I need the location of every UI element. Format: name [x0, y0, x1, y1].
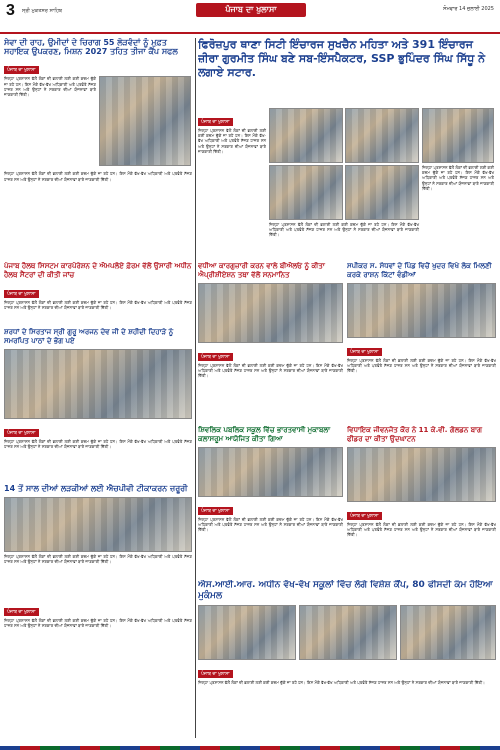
- column-divider: [195, 38, 196, 738]
- story-text: ਜ਼ਿਲ੍ਹਾ ਪ੍ਰਸ਼ਾਸਨ ਵੱਲੋਂ ਲੋਕਾਂ ਦੀ ਭਲਾਈ ਲਈ ਕਈ ਕਦਮ ਚੁੱਕੇ ਜਾ ਰਹੇ ਹਨ। ਇਸ ਮੌਕੇ ਵੱਖ-ਵੱਖ ਅਧਿਕਾਰੀ ਅਤੇ ਪਤਵੰਤੇ ਸੱਜਣ ਹਾਜ਼ਰ ਸਨ ਅਤੇ ਉਨ੍ਹਾਂ ਨੇ ਸਰਕਾਰ ਦੀਆਂ ਯੋਜਨਾਵਾਂ ਬਾਰੇ ਜਾਣਕਾਰੀ ਦਿੱਤੀ।: [4, 300, 192, 311]
- story-school: [198, 426, 343, 576]
- byline: ਪੰਜਾਬ ਦਾ ਖੁਲਾਸਾ: [4, 290, 39, 298]
- byline: ਪੰਜਾਬ ਦਾ ਖੁਲਾਸਾ: [198, 670, 233, 678]
- byline: ਪੰਜਾਬ ਦਾ ਖੁਲਾਸਾ: [347, 348, 382, 356]
- story-sir: [198, 580, 496, 740]
- byline: ਪੰਜਾਬ ਦਾ ਖੁਲਾਸਾ: [4, 66, 39, 74]
- lead-photo: [269, 165, 343, 220]
- story-misc: [4, 598, 192, 738]
- byline: ਪੰਜਾਬ ਦਾ ਖੁਲਾਸਾ: [347, 512, 382, 520]
- story-photo: [99, 76, 191, 166]
- newspaper-brand: ਪੰਜਾਬ ਦਾ ਖੁਲਾਸਾ: [196, 3, 306, 17]
- headline-health: ਪੰਜਾਬ ਹੈਲਥ ਸਿਸਟਮ ਕਾਰਪੋਰੇਸ਼ਨ ਦੇ ਐਮਪਲੋਏ ਫ਼ੋਰਮ ਵੱਲੋਂ ਉਸਾਰੀ ਅਧੀਨ ਹੈਲਥ ਸੈਂਟਰਾਂ ਦੀ ਕੀਤੀ ਜਾਂਚ: [4, 262, 192, 279]
- story-text: ਜ਼ਿਲ੍ਹਾ ਪ੍ਰਸ਼ਾਸਨ ਵੱਲੋਂ ਲੋਕਾਂ ਦੀ ਭਲਾਈ ਲਈ ਕਈ ਕਦਮ ਚੁੱਕੇ ਜਾ ਰਹੇ ਹਨ। ਇਸ ਮੌਕੇ ਵੱਖ-ਵੱਖ ਅਧਿਕਾਰੀ ਅਤੇ ਪਤਵੰਤੇ ਸੱਜਣ ਹਾਜ਼ਰ ਸਨ ਅਤੇ ਉਨ੍ਹਾਂ ਨੇ ਸਰਕਾਰ ਦੀਆਂ ਯੋਜਨਾਵਾਂ ਬਾਰੇ ਜਾਣਕਾਰੀ ਦਿੱਤੀ।: [4, 439, 192, 450]
- headline-sapikar: ਸਪੀਕਰ ਸ. ਸੰਧਵਾਂ ਦੇ ਪਿੰਡ ਵਿਚੋਂ ਖੁਦਰ ਵਿਖੇ ਲੋਕ ਮਿਲਣੀ ਕਰਕੇ ਰਾਸ਼ਨ ਕਿੱਟਾਂ ਵੰਡੀਆਂ: [347, 262, 492, 279]
- story-text: ਜ਼ਿਲ੍ਹਾ ਪ੍ਰਸ਼ਾਸਨ ਵੱਲੋਂ ਲੋਕਾਂ ਦੀ ਭਲਾਈ ਲਈ ਕਈ ਕਦਮ ਚੁੱਕੇ ਜਾ ਰਹੇ ਹਨ। ਇਸ ਮੌਕੇ ਵੱਖ-ਵੱਖ ਅਧਿਕਾਰੀ ਅਤੇ ਪਤਵੰਤੇ ਸੱਜਣ ਹਾਜ਼ਰ ਸਨ ਅਤੇ ਉਨ੍ਹਾਂ ਨੇ ਸਰਕਾਰ ਦੀਆਂ ਯੋਜਨਾਵਾਂ ਬਾਰੇ ਜਾਣਕਾਰੀ ਦਿੱਤੀ।: [4, 76, 96, 97]
- sir-photo: [400, 605, 496, 660]
- sir-photo: [198, 605, 296, 660]
- story-health: [4, 262, 192, 324]
- page-number: 3: [6, 2, 15, 19]
- lead-story-body: [198, 108, 496, 258]
- headline-school: ਸ਼ਿਵਲਿਕ ਪਬਲਿਕ ਸਕੂਲ ਵਿੱਚ ਭਾਰਤਵਾਸੀ ਮੁਕਾਬਲਾ ਕਲਾਸਰੂਮ ਆਯੋਜਿਤ ਕੀਤਾ ਗਿਆ: [198, 426, 331, 443]
- story-text: ਜ਼ਿਲ੍ਹਾ ਪ੍ਰਸ਼ਾਸਨ ਵੱਲੋਂ ਲੋਕਾਂ ਦੀ ਭਲਾਈ ਲਈ ਕਈ ਕਦਮ ਚੁੱਕੇ ਜਾ ਰਹੇ ਹਨ। ਇਸ ਮੌਕੇ ਵੱਖ-ਵੱਖ ਅਧਿਕਾਰੀ ਅਤੇ ਪਤਵੰਤੇ ਸੱਜਣ ਹਾਜ਼ਰ ਸਨ ਅਤੇ ਉਨ੍ਹਾਂ ਨੇ ਸਰਕਾਰ ਦੀਆਂ ਯੋਜਨਾਵਾਂ ਬਾਰੇ ਜਾਣਕਾਰੀ ਦਿੱਤੀ।: [347, 358, 496, 374]
- story-text: ਜ਼ਿਲ੍ਹਾ ਪ੍ਰਸ਼ਾਸਨ ਵੱਲੋਂ ਲੋਕਾਂ ਦੀ ਭਲਾਈ ਲਈ ਕਈ ਕਦਮ ਚੁੱਕੇ ਜਾ ਰਹੇ ਹਨ। ਇਸ ਮੌਕੇ ਵੱਖ-ਵੱਖ ਅਧਿਕਾਰੀ ਅਤੇ ਪਤਵੰਤੇ ਸੱਜਣ ਹਾਜ਼ਰ ਸਨ ਅਤੇ ਉਨ੍ਹਾਂ ਨੇ ਸਰਕਾਰ ਦੀਆਂ ਯੋਜਨਾਵਾਂ ਬਾਰੇ ਜਾਣਕਾਰੀ ਦਿੱਤੀ।: [269, 222, 419, 238]
- story-text: ਜ਼ਿਲ੍ਹਾ ਪ੍ਰਸ਼ਾਸਨ ਵੱਲੋਂ ਲੋਕਾਂ ਦੀ ਭਲਾਈ ਲਈ ਕਈ ਕਦਮ ਚੁੱਕੇ ਜਾ ਰਹੇ ਹਨ। ਇਸ ਮੌਕੇ ਵੱਖ-ਵੱਖ ਅਧਿਕਾਰੀ ਅਤੇ ਪਤਵੰਤੇ ਸੱਜਣ ਹਾਜ਼ਰ ਸਨ ਅਤੇ ਉਨ੍ਹਾਂ ਨੇ ਸਰਕਾਰ ਦੀਆਂ ਯੋਜਨਾਵਾਂ ਬਾਰੇ ਜਾਣਕਾਰੀ ਦਿੱਤੀ।: [198, 517, 343, 533]
- headline-mla: ਵਿਧਾਇਕ ਜੀਵਨਜੋਤ ਕੌਰ ਨੇ 11 ਕੇ.ਵੀ. ਗੋਲਡਨ ਬਾਗ ਫੀਡਰ ਦਾ ਕੀਤਾ ਉਦਘਾਟਨ: [347, 426, 483, 443]
- story-shrine: [4, 328, 192, 480]
- byline: ਪੰਜਾਬ ਦਾ ਖੁਲਾਸਾ: [198, 507, 233, 515]
- shrine-photo: [4, 349, 192, 419]
- lead-story-header: [198, 38, 496, 104]
- lead-photo: [422, 108, 494, 163]
- story-text: ਜ਼ਿਲ੍ਹਾ ਪ੍ਰਸ਼ਾਸਨ ਵੱਲੋਂ ਲੋਕਾਂ ਦੀ ਭਲਾਈ ਲਈ ਕਈ ਕਦਮ ਚੁੱਕੇ ਜਾ ਰਹੇ ਹਨ। ਇਸ ਮੌਕੇ ਵੱਖ-ਵੱਖ ਅਧਿਕਾਰੀ ਅਤੇ ਪਤਵੰਤੇ ਸੱਜਣ ਹਾਜ਼ਰ ਸਨ ਅਤੇ ਉਨ੍ਹਾਂ ਨੇ ਸਰਕਾਰ ਦੀਆਂ ਯੋਜਨਾਵਾਂ ਬਾਰੇ ਜਾਣਕਾਰੀ ਦਿੱਤੀ।: [422, 165, 494, 191]
- swimming-photo: [198, 283, 343, 343]
- story-text: ਜ਼ਿਲ੍ਹਾ ਪ੍ਰਸ਼ਾਸਨ ਵੱਲੋਂ ਲੋਕਾਂ ਦੀ ਭਲਾਈ ਲਈ ਕਈ ਕਦਮ ਚੁੱਕੇ ਜਾ ਰਹੇ ਹਨ। ਇਸ ਮੌਕੇ ਵੱਖ-ਵੱਖ ਅਧਿਕਾਰੀ ਅਤੇ ਪਤਵੰਤੇ ਸੱਜਣ ਹਾਜ਼ਰ ਸਨ ਅਤੇ ਉਨ੍ਹਾਂ ਨੇ ਸਰਕਾਰ ਦੀਆਂ ਯੋਜਨਾਵਾਂ ਬਾਰੇ ਜਾਣਕਾਰੀ ਦਿੱਤੀ।: [198, 680, 485, 685]
- byline: ਪੰਜਾਬ ਦਾ ਖੁਲਾਸਾ: [198, 353, 233, 361]
- story-girls: [4, 484, 192, 594]
- masthead: [0, 0, 500, 34]
- footer-color-bar: [0, 746, 500, 750]
- headline-girls: 14 ਤੋਂ ਸਾਲ ਦੀਆਂ ਲੜਕੀਆਂ ਲਈ ਐਚਪੀਵੀ ਟੀਕਾਕਰਨ ਜ਼ਰੂਰੀ: [4, 484, 188, 493]
- lead-photo: [345, 108, 419, 163]
- headline-swimming: ਵਧੀਆ ਕਾਰਗੁਜ਼ਾਰੀ ਕਰਨ ਵਾਲੇ ਬੀਐਲਓ ਨੂੰ ਕੀਤਾ ਐਪ੍ਰੀਸ਼ੀਏਸ਼ਨ ਤਥਾ ਵੱਲੋਂ ਸਨਮਾਨਿਤ: [198, 262, 325, 279]
- headline-sir: ਐਸ.ਆਈ.ਆਰ. ਅਧੀਨ ਵੱਖ-ਵੱਖ ਸਕੂਲਾਂ ਵਿੱਚ ਲੱਗੇ ਵਿਸ਼ੇਸ਼ ਕੈਂਪ, 80 ਫੀਸਦੀ ਕੰਮ ਹੋਇਆ ਮੁਕੰਮਲ: [198, 580, 493, 601]
- girls-photo: [4, 497, 192, 552]
- mla-photo: [347, 447, 496, 502]
- byline: ਪੰਜਾਬ ਦਾ ਖੁਲਾਸਾ: [4, 608, 39, 616]
- headline-shrine: ਸ਼ਰਧਾਂ ਦੇ ਸਿਰਤਾਜ ਸ੍ਰੀ ਗੁਰੂ ਅਰਜਨ ਦੇਵ ਜੀ ਦੇ ਸ਼ਹੀਦੀ ਦਿਹਾੜੇ ਨੂੰ ਸਮਰਪਿਤ ਪਾਠਾਂ ਦੇ ਭੋਗ ਪਏ: [4, 328, 174, 345]
- story-sapikar: [347, 262, 496, 422]
- school-photo: [198, 447, 343, 497]
- edition-label: ਸ੍ਰੀ ਮੁਕਤਸਰ ਸਾਹਿਬ: [22, 8, 63, 14]
- lead-headline: ਫਿਰੋਜ਼ਪੁਰ ਥਾਣਾ ਸਿਟੀ ਇੰਚਾਰਜ ਸੁਖਚੈਨ ਮਹਿਤਾ ਅਤੇ 391 ਇੰਚਾਰਜ ਜ਼ੀਰਾ ਗੁਰਮੀਤ ਸਿੰਘ ਬਣੇ ਸਬ-ਇੰਸਪੈਕਟਰ, SSP ਭੁਪਿੰਦਰ ਸਿੰਘ ਸਿੱਧੂ ਨੇ ਲਗਾਏ ਸਟਾਰ.: [198, 38, 485, 79]
- story-mla: [347, 426, 496, 576]
- issue-date: ਸੋਮਵਾਰ 14 ਜੁਲਾਈ 2025: [443, 6, 494, 12]
- story-text: ਜ਼ਿਲ੍ਹਾ ਪ੍ਰਸ਼ਾਸਨ ਵੱਲੋਂ ਲੋਕਾਂ ਦੀ ਭਲਾਈ ਲਈ ਕਈ ਕਦਮ ਚੁੱਕੇ ਜਾ ਰਹੇ ਹਨ। ਇਸ ਮੌਕੇ ਵੱਖ-ਵੱਖ ਅਧਿਕਾਰੀ ਅਤੇ ਪਤਵੰਤੇ ਸੱਜਣ ਹਾਜ਼ਰ ਸਨ ਅਤੇ ਉਨ੍ਹਾਂ ਨੇ ਸਰਕਾਰ ਦੀਆਂ ਯੋਜਨਾਵਾਂ ਬਾਰੇ ਜਾਣਕਾਰੀ ਦਿੱਤੀ।: [4, 618, 192, 629]
- story-text: ਜ਼ਿਲ੍ਹਾ ਪ੍ਰਸ਼ਾਸਨ ਵੱਲੋਂ ਲੋਕਾਂ ਦੀ ਭਲਾਈ ਲਈ ਕਈ ਕਦਮ ਚੁੱਕੇ ਜਾ ਰਹੇ ਹਨ। ਇਸ ਮੌਕੇ ਵੱਖ-ਵੱਖ ਅਧਿਕਾਰੀ ਅਤੇ ਪਤਵੰਤੇ ਸੱਜਣ ਹਾਜ਼ਰ ਸਨ ਅਤੇ ਉਨ੍ਹਾਂ ਨੇ ਸਰਕਾਰ ਦੀਆਂ ਯੋਜਨਾਵਾਂ ਬਾਰੇ ਜਾਣਕਾਰੀ ਦਿੱਤੀ।: [347, 522, 496, 538]
- byline: ਪੰਜਾਬ ਦਾ ਖੁਲਾਸਾ: [4, 429, 39, 437]
- story-top-left: [4, 38, 192, 258]
- story-text: ਜ਼ਿਲ੍ਹਾ ਪ੍ਰਸ਼ਾਸਨ ਵੱਲੋਂ ਲੋਕਾਂ ਦੀ ਭਲਾਈ ਲਈ ਕਈ ਕਦਮ ਚੁੱਕੇ ਜਾ ਰਹੇ ਹਨ। ਇਸ ਮੌਕੇ ਵੱਖ-ਵੱਖ ਅਧਿਕਾਰੀ ਅਤੇ ਪਤਵੰਤੇ ਸੱਜਣ ਹਾਜ਼ਰ ਸਨ ਅਤੇ ਉਨ੍ਹਾਂ ਨੇ ਸਰਕਾਰ ਦੀਆਂ ਯੋਜਨਾਵਾਂ ਬਾਰੇ ਜਾਣਕਾਰੀ ਦਿੱਤੀ।: [198, 128, 266, 154]
- lead-photo: [269, 108, 343, 163]
- sapikar-photo: [347, 283, 496, 338]
- headline-top-left: ਸੇਵਾ ਦੀ ਰਾਹ, ਉਮੀਦਾਂ ਦੇ ਚਿਰਾਗ 55 ਲੋੜਵੰਦਾਂ ਨੂੰ ਮੁਫ਼ਤ ਸਹਾਇਕ ਉਪਕਰਣ, ਮਿਸ਼ਨ 2027 ਤਹਿਤ ਤੀਜਾ ਕੈਂਪ ਸਫਲ: [4, 38, 178, 57]
- story-text: ਜ਼ਿਲ੍ਹਾ ਪ੍ਰਸ਼ਾਸਨ ਵੱਲੋਂ ਲੋਕਾਂ ਦੀ ਭਲਾਈ ਲਈ ਕਈ ਕਦਮ ਚੁੱਕੇ ਜਾ ਰਹੇ ਹਨ। ਇਸ ਮੌਕੇ ਵੱਖ-ਵੱਖ ਅਧਿਕਾਰੀ ਅਤੇ ਪਤਵੰਤੇ ਸੱਜਣ ਹਾਜ਼ਰ ਸਨ ਅਤੇ ਉਨ੍ਹਾਂ ਨੇ ਸਰਕਾਰ ਦੀਆਂ ਯੋਜਨਾਵਾਂ ਬਾਰੇ ਜਾਣਕਾਰੀ ਦਿੱਤੀ।: [198, 363, 343, 379]
- byline: ਪੰਜਾਬ ਦਾ ਖੁਲਾਸਾ: [198, 118, 233, 126]
- sir-photo: [299, 605, 397, 660]
- story-text: ਜ਼ਿਲ੍ਹਾ ਪ੍ਰਸ਼ਾਸਨ ਵੱਲੋਂ ਲੋਕਾਂ ਦੀ ਭਲਾਈ ਲਈ ਕਈ ਕਦਮ ਚੁੱਕੇ ਜਾ ਰਹੇ ਹਨ। ਇਸ ਮੌਕੇ ਵੱਖ-ਵੱਖ ਅਧਿਕਾਰੀ ਅਤੇ ਪਤਵੰਤੇ ਸੱਜਣ ਹਾਜ਼ਰ ਸਨ ਅਤੇ ਉਨ੍ਹਾਂ ਨੇ ਸਰਕਾਰ ਦੀਆਂ ਯੋਜਨਾਵਾਂ ਬਾਰੇ ਜਾਣਕਾਰੀ ਦਿੱਤੀ।: [4, 554, 192, 565]
- story-swimming: [198, 262, 343, 422]
- lead-photo: [345, 165, 419, 220]
- story-text: ਜ਼ਿਲ੍ਹਾ ਪ੍ਰਸ਼ਾਸਨ ਵੱਲੋਂ ਲੋਕਾਂ ਦੀ ਭਲਾਈ ਲਈ ਕਈ ਕਦਮ ਚੁੱਕੇ ਜਾ ਰਹੇ ਹਨ। ਇਸ ਮੌਕੇ ਵੱਖ-ਵੱਖ ਅਧਿਕਾਰੀ ਅਤੇ ਪਤਵੰਤੇ ਸੱਜਣ ਹਾਜ਼ਰ ਸਨ ਅਤੇ ਉਨ੍ਹਾਂ ਨੇ ਸਰਕਾਰ ਦੀਆਂ ਯੋਜਨਾਵਾਂ ਬਾਰੇ ਜਾਣਕਾਰੀ ਦਿੱਤੀ।: [4, 171, 192, 182]
